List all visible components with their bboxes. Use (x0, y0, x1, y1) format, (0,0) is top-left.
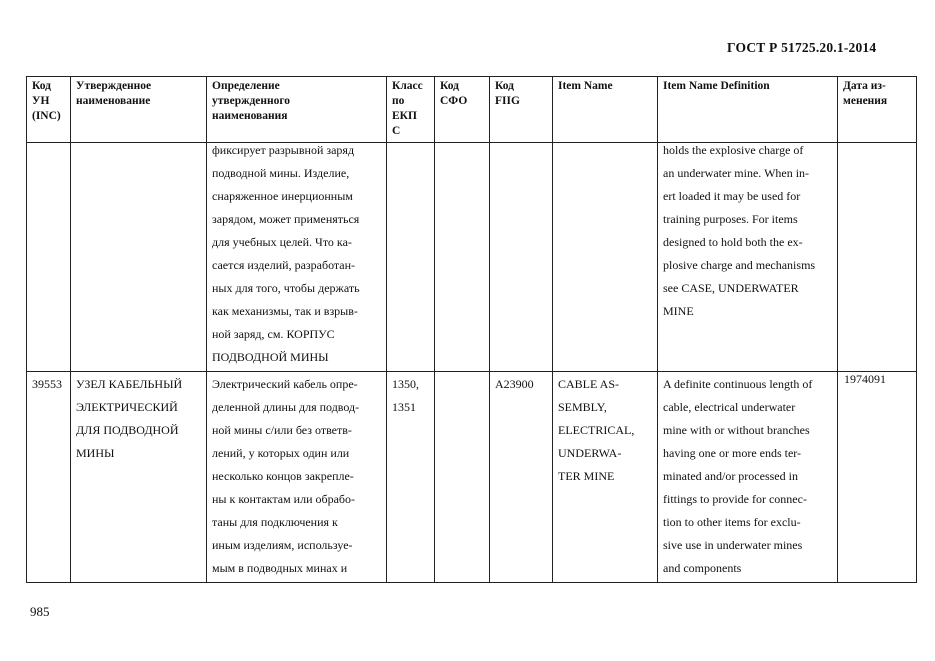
cell-class (387, 143, 435, 372)
text-line: ны к контактам или обрабо- (212, 492, 356, 506)
text-line: ELECTRICAL, (558, 423, 635, 437)
text-line: снаряженное инерционным (212, 189, 353, 203)
standard-number: ГОСТ Р 51725.20.1-2014 (727, 40, 877, 55)
cell-inc (27, 372, 71, 583)
cell-class (387, 372, 435, 583)
cell-item-name (553, 372, 658, 583)
cell-definition (207, 143, 387, 372)
cell-approved-name (71, 143, 207, 372)
col-header-line: УН (32, 95, 50, 107)
change-date-value: 1974091 (844, 372, 886, 386)
text-line: designed to hold both the ex- (663, 235, 803, 249)
inc-value: 39553 (32, 377, 62, 391)
col-header-line: Определение (212, 80, 280, 92)
text-line: tion to other items for exclu- (663, 515, 801, 529)
cell-definition (207, 372, 387, 583)
fiig-value: A23900 (495, 377, 534, 391)
text-line: see CASE, UNDERWATER (663, 281, 799, 295)
text-line: plosive charge and mechanisms (663, 258, 816, 272)
col-header-definition (207, 77, 387, 143)
cell-item-definition (658, 372, 838, 583)
cell-sfo (435, 143, 490, 372)
col-header-line: СФО (440, 95, 468, 107)
col-header-line: Код (495, 80, 515, 92)
cell-change-date (838, 372, 917, 583)
text-line: ДЛЯ ПОДВОДНОЙ (76, 423, 179, 437)
text-line: иным изделиям, используе- (212, 538, 353, 552)
text-line: CABLE AS- (558, 377, 620, 391)
col-header-sfo (435, 77, 490, 143)
text-line: minated and/or processed in (663, 469, 798, 483)
col-header-line: Код (32, 80, 52, 92)
col-header-class (387, 77, 435, 143)
text-line: УЗЕЛ КАБЕЛЬНЫЙ (76, 377, 183, 391)
text-line: подводной мины. Изделие, (212, 166, 350, 180)
text-line: sive use in underwater mines (663, 538, 803, 552)
text-line: MINE (663, 304, 694, 318)
text-line: ert loaded it may be used for (663, 189, 801, 203)
text-line: ЭЛЕКТРИЧЕСКИЙ (76, 400, 178, 414)
text-line: фиксирует разрывной заряд (212, 143, 355, 157)
col-header-item-name (553, 77, 658, 143)
text-line: having one or more ends ter- (663, 446, 802, 460)
col-header-item-definition (658, 77, 838, 143)
sfo-value (440, 373, 485, 396)
text-line: 1351 (392, 400, 416, 414)
text-line: training purposes. For items (663, 212, 798, 226)
col-header-line: наименования (212, 110, 288, 122)
text-line: как механизмы, так и взрыв- (212, 304, 358, 318)
text-line: A definite continuous length of (663, 377, 813, 391)
col-header-line: Утвержденное (76, 80, 152, 92)
col-header-line: утвержденного (212, 95, 291, 107)
text-line: an underwater mine. When in- (663, 166, 810, 180)
col-header-line: Дата из- (843, 80, 886, 92)
cell-fiig (490, 372, 553, 583)
text-line: лений, у которых один или (212, 446, 350, 460)
text-line: ной заряд, см. КОРПУС (212, 327, 335, 341)
text-line: деленной длины для подвод- (212, 400, 360, 414)
col-header-line: Класс (392, 80, 423, 92)
cell-change-date (838, 143, 917, 372)
text-line: зарядом, может применяться (212, 212, 360, 226)
text-line: holds the explosive charge of (663, 143, 804, 157)
text-line: UNDERWA- (558, 446, 622, 460)
col-header-line: Код (440, 80, 460, 92)
header-row (27, 77, 917, 143)
text-line: сается изделий, разработан- (212, 258, 356, 272)
col-header-line: менения (843, 95, 888, 107)
table-row (27, 143, 917, 372)
text-line: ной мины с/или без ответв- (212, 423, 352, 437)
catalog-table (26, 76, 917, 583)
col-header-change-date (838, 77, 917, 143)
page-number: 985 (30, 604, 50, 619)
cell-item-definition (658, 143, 838, 372)
text-line: SEMBLY, (558, 400, 607, 414)
col-header-inc (27, 77, 71, 143)
text-line: fittings to provide for connec- (663, 492, 807, 506)
cell-fiig (490, 143, 553, 372)
text-line: несколько концов закрепле- (212, 469, 354, 483)
text-line: МИНЫ (76, 446, 115, 460)
col-header-line: наименование (76, 95, 151, 107)
text-line: таны для подключения к (212, 515, 338, 529)
text-line: Электрический кабель опре- (212, 377, 358, 391)
col-header-line: (INC) (32, 110, 61, 122)
text-line: для учебных целей. Что ка- (212, 235, 352, 249)
text-line: mine with or without branches (663, 423, 810, 437)
col-header-fiig (490, 77, 553, 143)
text-line: ПОДВОДНОЙ МИНЫ (212, 350, 329, 364)
text-line: мым в подводных минах и (212, 561, 348, 575)
col-header-line: FIIG (495, 95, 520, 107)
col-header-line: С (392, 125, 401, 137)
col-header-line: Item Name Definition (663, 80, 770, 92)
cell-item-name (553, 143, 658, 372)
text-line: ных для того, чтобы держать (212, 281, 360, 295)
col-header-approved-name (71, 77, 207, 143)
col-header-line: ЕКП (392, 110, 417, 122)
cell-approved-name (71, 372, 207, 583)
text-line: 1350, (392, 377, 419, 391)
text-line: and components (663, 561, 742, 575)
text-line: TER MINE (558, 469, 615, 483)
col-header-line: по (392, 95, 405, 107)
text-line: cable, electrical underwater (663, 400, 796, 414)
cell-inc (27, 143, 71, 372)
table-row (27, 372, 917, 583)
col-header-line: Item Name (558, 80, 613, 92)
cell-sfo (435, 372, 490, 583)
